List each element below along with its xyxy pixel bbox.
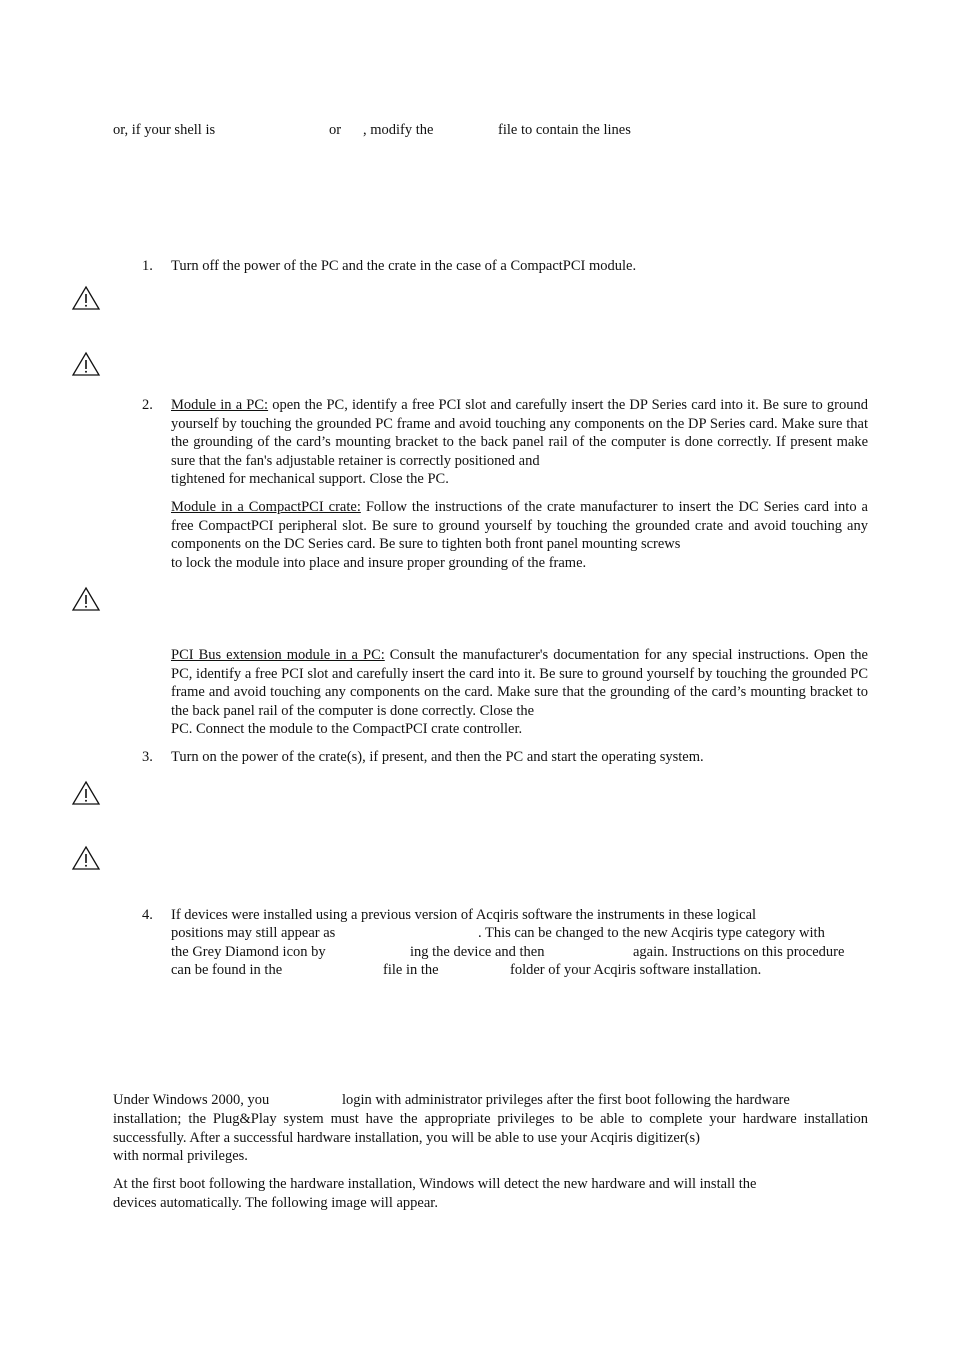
pc-module-line: to ground yourself by touching the grounded PC frame and avoid touching any components on the DP <box>171 397 869 432</box>
cpci-module-line: Follow the instructions of the crate manufacturer to insert the DC Series <box>365 499 800 515</box>
step-4-number: 4. <box>142 907 153 923</box>
step-4-line-3b: ing the device and then <box>410 944 545 960</box>
cpci-module-line: to lock the module into place and insure proper grounding of the frame. <box>171 554 587 571</box>
step-2-cpci-paragraph <box>171 498 868 572</box>
cpci-module-line: card into a free CompactPCI peripheral slot. Be sure to ground yourself by touching the grounded crate and <box>171 499 868 534</box>
step-4-line-4c: folder of your Acqiris software installation. <box>510 962 762 978</box>
warning-icon <box>71 351 101 377</box>
intro-part-2: or <box>329 122 342 138</box>
extension-module-line: grounding of the card’s mounting bracket to the back panel rail of the computer is done correctly. Close the <box>171 684 868 719</box>
step-4-line-1 <box>171 906 868 925</box>
step-2-pc-paragraph <box>171 396 868 489</box>
win2000-paragraph-1 <box>113 1110 868 1166</box>
pc-module-label: Module in a PC: <box>171 397 269 413</box>
step-4-line-3a: the Grey Diamond icon by <box>171 944 326 960</box>
step-3-number: 3. <box>142 749 153 765</box>
step-1-text: Turn off the power of the PC and the crate in the case of a CompactPCI module. <box>171 258 637 274</box>
cpci-module-label: Module in a CompactPCI crate: <box>171 499 361 515</box>
pc-module-line: computer is done correctly. If present make sure that the fan's adjustable retainer is correctly positioned and <box>171 434 869 469</box>
win2000-p2-line: At the first boot following the hardware installation, Windows will detect the new hardware and will install the <box>113 1176 757 1192</box>
intro-part-3: , modify the <box>363 122 434 138</box>
extension-module-line: Open the PC, identify a free PCI slot and carefully insert the card into it. Be sure to ground yourself by <box>171 647 868 682</box>
warning-icon <box>71 285 101 311</box>
win2000-p1-start: Under Windows 2000, you <box>113 1092 270 1108</box>
intro-part-1: or, if your shell is <box>113 122 216 138</box>
step-1-number: 1. <box>142 258 153 274</box>
extension-module-label: PCI Bus extension module in a PC: <box>171 647 385 663</box>
win2000-p1-text: login with administrator privileges after the first boot following the hardware <box>342 1092 790 1108</box>
extension-module-line: touching the grounded PC frame and avoid touching any components on the card. Make sure that the <box>171 665 869 700</box>
win2000-p2-line: devices automatically. The following image will appear. <box>113 1194 438 1211</box>
step-4-line-2a: positions may still appear as <box>171 925 336 941</box>
extension-module-line: Consult the manufacturer's documentation for any special instructions. <box>389 647 809 663</box>
warning-icon <box>71 780 101 806</box>
win2000-p1-line: with normal privileges. <box>113 1148 248 1164</box>
pc-module-line: open the PC, identify a free PCI slot and carefully insert the DP Series card into it. Be sure <box>272 397 808 413</box>
win2000-p1-rest <box>342 1091 868 1110</box>
step-3-text: Turn on the power of the crate(s), if present, and then the PC and start the operating system. <box>171 749 704 765</box>
step-4-line-2b: . This can be changed to the new Acqiris type category with <box>478 925 825 941</box>
win2000-p1-line: installation; the Plug&Play system must have the appropriate privileges to be able to complete your hardware <box>113 1111 797 1127</box>
win2000-paragraph-2 <box>113 1175 868 1212</box>
cpci-module-line: avoid touching any components on the DC Series card. Be sure to tighten both front panel mounting screws <box>171 517 868 552</box>
extension-module-line: PC. Connect the module to the CompactPCI crate controller. <box>171 721 523 737</box>
step-4-line-4b: file in the <box>383 962 439 978</box>
win2000-p1-line: installation successfully. After a successful hardware installation, you will be able to use your Acqiris digitizer(s) <box>113 1111 868 1146</box>
warning-icon <box>71 845 101 871</box>
step-4-text: If devices were installed using a previous version of Acqiris software the instruments in these logical <box>171 907 757 923</box>
step-2-extension-paragraph <box>171 646 868 739</box>
warning-icon <box>71 586 101 612</box>
step-4-line-4a: can be found in the <box>171 962 283 978</box>
intro-part-4: file to contain the lines <box>498 122 631 138</box>
step-4-line-3c: again. Instructions on this procedure <box>633 944 845 960</box>
pc-module-line: Series card. Make sure that the grounding of the card’s mounting bracket to the back panel rail of the <box>171 415 868 450</box>
pc-module-line: tightened for mechanical support. Close the PC. <box>171 471 449 487</box>
step-2-number: 2. <box>142 397 153 413</box>
